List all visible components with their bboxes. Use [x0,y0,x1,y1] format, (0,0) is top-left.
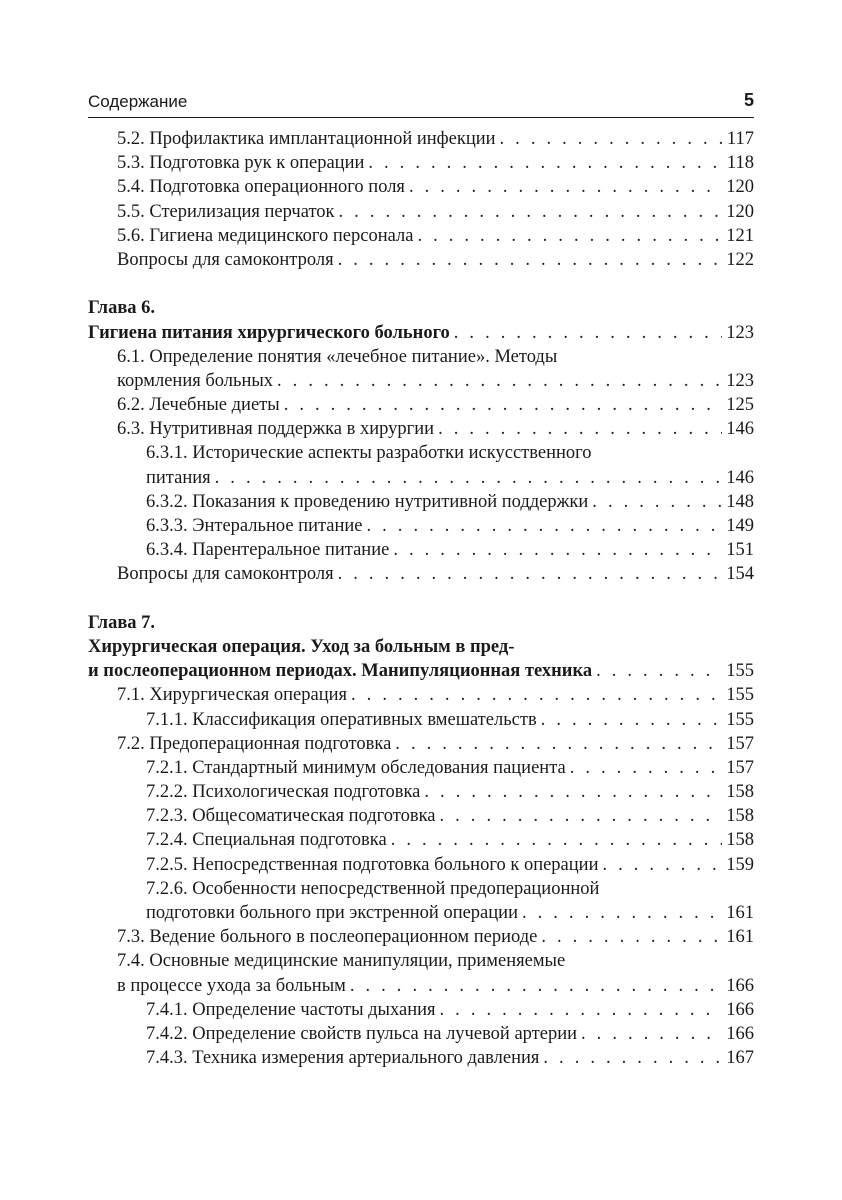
toc-page-number: 149 [726,516,754,536]
toc-entry [88,853,754,877]
toc-entry-title: 7.2.1. Стандартный минимум обследования пациента [146,757,566,778]
toc-page-number: 123 [726,370,754,391]
table-of-contents [88,127,754,1070]
toc-entry-title: 7.2. Предоперационная подготовка [117,733,392,754]
toc-page-number: 120 [726,201,754,222]
toc-entry [88,949,754,973]
dot-leader [522,901,722,925]
toc-page-number: 161 [726,927,754,948]
toc-page-number: 157 [726,733,754,754]
toc-entry [88,708,754,732]
toc-entry [88,248,754,272]
toc-entry [88,780,754,804]
toc-entry [88,369,754,393]
toc-entry-title: 6.3.4. Парентеральное питание [146,540,390,561]
dot-leader [339,200,723,224]
toc-page-number: 155 [726,685,754,706]
toc-entry [88,998,754,1022]
toc-entry [88,974,754,998]
dot-leader [438,417,722,441]
toc-entry-title: 6.3.3. Энтеральное питание [146,516,363,536]
toc-entry-title: питания [146,467,211,488]
toc-entry [88,417,754,441]
toc-entry-title: 6.1. Определение понятия «лечебное питание». Методы [117,346,558,367]
toc-page-number: 146 [726,467,754,488]
toc-entry-title: Вопросы для самоконтроля [117,564,334,585]
toc-entry-title: 7.2.5. Непосредственная подготовка больного к операции [146,854,599,875]
toc-entry [88,127,754,151]
dot-leader [417,224,722,248]
dot-leader [592,490,722,514]
toc-page-number: 167 [726,1048,754,1069]
toc-page-number: 121 [726,225,754,246]
toc-entry-title: 6.2. Лечебные диеты [117,395,280,416]
dot-leader [395,732,722,756]
toc-page-number: 120 [726,177,754,198]
toc-page-number: 161 [726,903,754,923]
toc-page-number: 122 [726,249,754,270]
toc-page-number: 118 [726,153,754,174]
dot-leader [367,514,723,538]
toc-entry-title: 5.4. Подготовка операционного поля [117,177,405,198]
dot-leader [440,804,723,828]
toc-entry [88,1022,754,1046]
dot-leader [500,127,723,151]
toc-page-number: 146 [726,419,754,440]
toc-entry-title: 7.2.3. Общесоматическая подготовка [146,806,436,827]
toc-entry-title: 7.4.1. Определение частоты дыхания [146,999,436,1020]
toc-chapter-line [88,611,754,635]
toc-page-number: 159 [726,854,754,875]
toc-entry [88,538,754,562]
toc-page-number: 166 [726,975,754,996]
toc-entry-title: 6.3.2. Показания к проведению нутритивной поддержки [146,491,589,512]
toc-entry-title: кормления больных [117,370,274,391]
toc-page-number: 158 [726,782,754,803]
dot-leader [602,853,722,877]
toc-entry-title: 7.2.4. Специальная подготовка [146,830,387,851]
toc-page-number: 166 [726,999,754,1020]
toc-entry-title: 7.4.3. Техника измерения артериального давления [146,1048,540,1069]
toc-entry-title: Хирургическая операция. Уход за больным в пред- [88,636,515,657]
toc-entry-title: 7.3. Ведение больного в послеоперационном периоде [117,927,538,948]
toc-entry [88,877,754,901]
toc-entry [88,828,754,852]
toc-entry-title: 5.3. Подготовка рук к операции [117,153,365,174]
toc-entry [88,393,754,417]
toc-page-number: 166 [726,1023,754,1044]
toc-page-number: 117 [726,129,754,149]
toc-entry [88,562,754,586]
dot-leader [409,175,722,199]
section-gap [88,587,754,611]
toc-entry-title: 7.4.2. Определение свойств пульса на лучевой артерии [146,1023,578,1044]
toc-entry-title: 7.2.2. Психологическая подготовка [146,782,421,803]
toc-page-number: 157 [726,757,754,778]
toc-entry [88,514,754,538]
toc-entry [88,441,754,465]
dot-leader [581,1022,722,1046]
toc-entry [88,732,754,756]
toc-entry-title: Глава 7. [88,612,156,633]
toc-page-number: 125 [726,395,754,416]
dot-leader [424,780,722,804]
toc-entry [88,175,754,199]
toc-entry-title: 5.5. Стерилизация перчаток [117,201,335,222]
dot-leader [351,683,722,707]
toc-page-number: 155 [726,661,754,682]
toc-entry [88,200,754,224]
dot-leader [391,828,723,852]
toc-chapter-line [88,659,754,683]
toc-chapter-line [88,321,754,345]
toc-entry-title: 7.1.1. Классификация оперативных вмешательств [146,709,537,730]
toc-entry-title: 6.3. Нутритивная поддержка в хирургии [117,419,435,440]
running-head [88,90,754,114]
toc-entry-title: 7.2.6. Особенности непосредственной предоперационной [146,878,600,899]
dot-leader [338,248,723,272]
toc-entry-title: 6.3.1. Исторические аспекты разработки искусственного [146,443,592,464]
toc-chapter-line [88,296,754,320]
dot-leader [596,659,722,683]
toc-entry-title: 7.4. Основные медицинские манипуляции, применяемые [117,951,566,972]
toc-entry [88,925,754,949]
toc-entry [88,151,754,175]
toc-entry [88,901,754,925]
page-number: 5 [743,90,754,110]
toc-entry-title: в процессе ухода за больным [117,975,346,996]
dot-leader [393,538,722,562]
dot-leader [284,393,723,417]
dot-leader [440,998,723,1022]
toc-entry [88,756,754,780]
dot-leader [368,151,723,175]
dot-leader [338,562,723,586]
toc-page-number: 123 [726,322,754,343]
toc-entry [88,345,754,369]
toc-page-number: 148 [726,491,754,512]
toc-page-number: 154 [726,564,754,585]
toc-page-number: 155 [726,709,754,730]
toc-entry [88,804,754,828]
toc-entry-title: и послеоперационном периодах. Манипуляционная техника [88,661,593,682]
section-gap [88,272,754,296]
running-head-title: Содержание [88,92,188,111]
toc-entry-title: Вопросы для самоконтроля [117,249,334,270]
dot-leader [350,974,722,998]
toc-entry [88,683,754,707]
toc-entry [88,1046,754,1070]
toc-chapter-line [88,635,754,659]
toc-entry-title: Гигиена питания хирургического больного [88,322,450,343]
dot-leader [454,321,722,345]
dot-leader [541,925,722,949]
dot-leader [277,369,722,393]
toc-entry-title: 5.6. Гигиена медицинского персонала [117,225,414,246]
toc-entry [88,490,754,514]
toc-entry-title: 5.2. Профилактика имплантационной инфекции [117,129,496,149]
header-rule [88,117,754,118]
toc-entry [88,466,754,490]
toc-page-number: 158 [726,830,754,851]
toc-entry-title: 7.1. Хирургическая операция [117,685,348,706]
toc-page-number: 158 [726,806,754,827]
dot-leader [543,1046,722,1070]
dot-leader [215,466,723,490]
toc-page-number: 151 [726,540,754,561]
dot-leader [570,756,723,780]
toc-entry-title: подготовки больного при экстренной операции [146,903,518,923]
dot-leader [541,708,723,732]
toc-entry-title: Глава 6. [88,298,156,319]
toc-entry [88,224,754,248]
